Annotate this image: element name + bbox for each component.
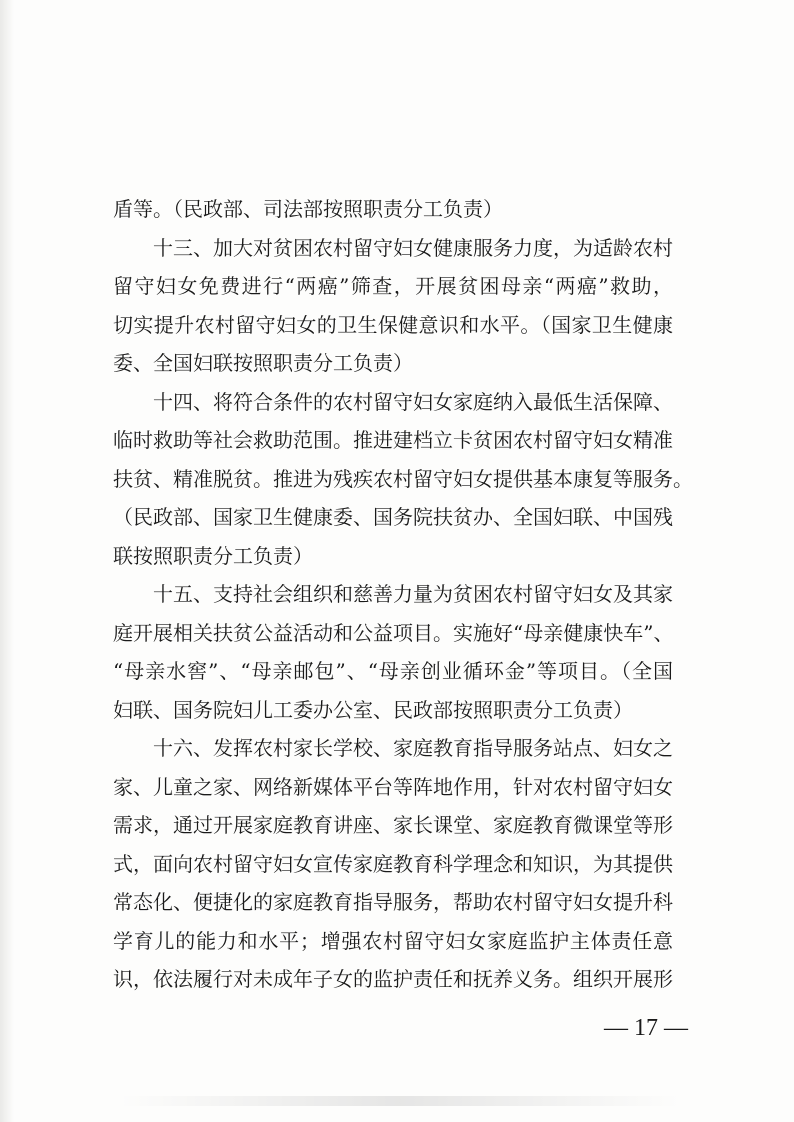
text-line-1: 盾等。（民政部、司法部按照职责分工负责）: [113, 197, 503, 221]
scan-smudge: [120, 1096, 680, 1106]
body-text: [113, 190, 693, 999]
text-line-17: 需求，通过开展家庭教育讲座、家长课堂、家庭教育微课堂等形: [113, 813, 673, 837]
text-line-12: 庭开展相关扶贫公益活动和公益项目。实施好“母亲健康快车”、: [113, 620, 674, 645]
scan-edge-shadow: [0, 0, 14, 1122]
text-line-16: 家、儿童之家、网络新媒体平台等阵地作用，针对农村留守妇女: [113, 774, 673, 799]
text-line-8: 扶贫、精准脱贫。推进为残疾农村留守妇女提供基本康复等服务。: [113, 466, 693, 491]
text-line-4: 切实提升农村留守妇女的卫生保健意识和水平。（国家卫生健康: [113, 312, 673, 337]
text-line-14: 妇联、国务院妇儿工委办公室、民政部按照职责分工负责）: [113, 697, 633, 722]
text-line-2: 十三、加大对贫困农村留守妇女健康服务力度，为适龄农村: [153, 235, 673, 260]
page-number: — 17 —: [604, 1015, 688, 1041]
text-line-3: 留守妇女免费进行“两癌”筛查，开展贫困母亲“两癌”救助，: [113, 274, 673, 298]
text-line-18: 式，面向农村留守妇女宣传家庭教育科学理念和知识，为其提供: [113, 851, 673, 876]
text-line-13: “母亲水窖”、“母亲邮包”、“母亲创业循环金”等项目。（全国: [113, 659, 673, 683]
text-line-15: 十六、发挥农村家长学校、家庭教育指导服务站点、妇女之: [153, 736, 673, 760]
text-line-6: 十四、将符合条件的农村留守妇女家庭纳入最低生活保障、: [153, 389, 673, 414]
text-line-10: 联按照职责分工负责）: [113, 543, 313, 568]
text-line-5: 委、全国妇联按照职责分工负责）: [113, 351, 413, 375]
text-line-9: （民政部、国家卫生健康委、国务院扶贫办、全国妇联、中国残: [113, 505, 673, 529]
text-line-11: 十五、支持社会组织和慈善力量为贫困农村留守妇女及其家: [153, 582, 673, 606]
text-line-7: 临时救助等社会救助范围。推进建档立卡贫困农村留守妇女精准: [113, 428, 673, 452]
text-line-19: 常态化、便捷化的家庭教育指导服务，帮助农村留守妇女提升科: [113, 890, 673, 914]
text-line-21: 识，依法履行对未成年子女的监护责任和抚养义务。组织开展形: [113, 967, 673, 991]
text-line-20: 学育儿的能力和水平；增强农村留守妇女家庭监护主体责任意: [113, 928, 673, 953]
